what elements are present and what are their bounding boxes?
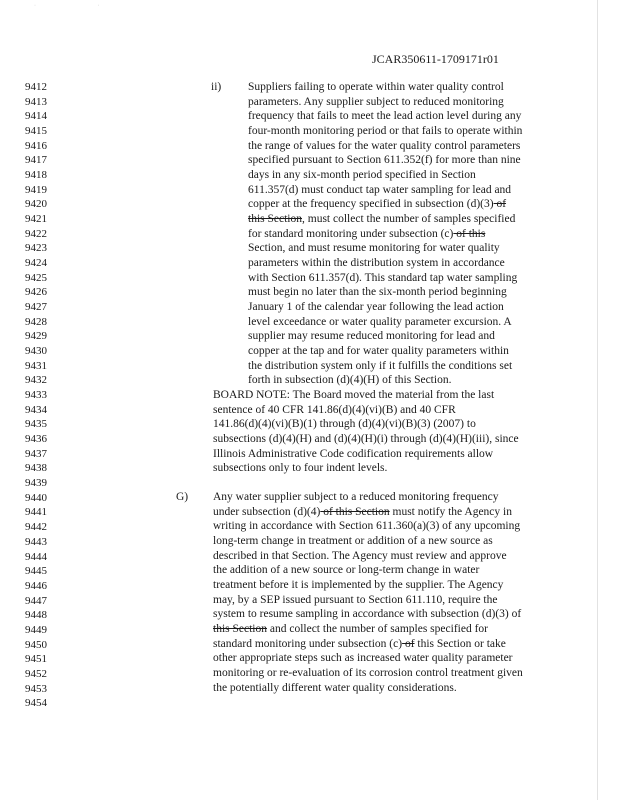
text-line-part: and collect the number of samples specified for xyxy=(267,623,488,636)
text-line xyxy=(248,212,522,227)
line-number: 9438 xyxy=(25,462,47,475)
text-line: monitoring or re-evaluation of its corrosion control treatment given xyxy=(213,667,523,680)
line-number: 9443 xyxy=(25,535,47,548)
line-number: 9435 xyxy=(25,418,47,431)
line-number: 9452 xyxy=(25,667,47,680)
line-number: 9440 xyxy=(25,491,47,504)
text-line: level exceedance or water quality parameter excursion. A xyxy=(248,315,512,328)
line-number: 9419 xyxy=(25,183,47,196)
line-number: 9434 xyxy=(25,403,47,416)
document-id: JCAR350611-1709171r01 xyxy=(372,52,499,66)
struck-text: of xyxy=(493,198,507,211)
text-line: Suppliers failing to operate within water quality control xyxy=(248,81,504,93)
text-line xyxy=(248,227,522,242)
text-line: the addition of a new source or long-term change in water xyxy=(213,564,480,577)
text-line xyxy=(248,197,522,212)
line-number: 9433 xyxy=(25,389,47,402)
text-line-part: this Section or take xyxy=(414,637,506,650)
text-line: forth in subsection (d)(4)(H) of this Section. xyxy=(248,374,452,387)
text-line: copper at the tap and for water quality parameters within xyxy=(248,345,509,358)
line-number: 9453 xyxy=(25,682,47,695)
text-line: may, by a SEP issued pursuant to Section 611.110, require the xyxy=(213,593,498,606)
text-line: four-month monitoring period or that fails to operate within xyxy=(248,125,523,138)
line-number: 9425 xyxy=(25,271,47,284)
line-number: 9415 xyxy=(25,125,47,138)
text-line: Section, and must resume monitoring for water quality xyxy=(248,242,500,255)
line-number: 9441 xyxy=(25,506,47,519)
struck-text: of this Section xyxy=(320,505,390,518)
line-number: 9454 xyxy=(25,697,47,710)
text-line: long-term change in treatment or addition of a new source as xyxy=(213,535,493,548)
line-number: 9412 xyxy=(25,81,47,93)
line-number: 9432 xyxy=(25,374,47,387)
text-line: parameters. Any supplier subject to reduced monitoring xyxy=(248,95,504,108)
text-line: parameters within the distribution system in accordance xyxy=(248,257,505,270)
text-line: sentence of 40 CFR 141.86(d)(4)(vi)(B) and 40 CFR xyxy=(213,403,456,416)
line-number: 9416 xyxy=(25,139,47,152)
text-line: Illinois Administrative Code codification requirements allow xyxy=(213,447,494,460)
text-line-part: must notify the Agency in xyxy=(389,505,512,518)
line-number: 9436 xyxy=(25,433,47,446)
line-number: 9426 xyxy=(25,286,47,299)
text-line: supplier may resume reduced monitoring for lead and xyxy=(248,330,495,343)
text-line: subsections only to four indent levels. xyxy=(213,462,388,475)
line-number: 9448 xyxy=(25,609,47,622)
text-line: treatment before it is implemented by the supplier. The Agency xyxy=(213,579,504,592)
text-line: described in that Section. The Agency must review and approve xyxy=(213,549,507,562)
line-number-column xyxy=(25,80,65,711)
struck-text: this Section xyxy=(213,623,267,636)
text-line-part: for standard monitoring under subsection (c) xyxy=(248,227,454,240)
text-line xyxy=(213,622,523,637)
line-number: 9424 xyxy=(25,257,47,270)
line-number: 9439 xyxy=(25,477,47,490)
scan-edge xyxy=(597,0,598,800)
subsection-ii-text xyxy=(248,80,522,388)
text-line: subsections (d)(4)(H) and (d)(4)(H)(i) through (d)(4)(H)(iii), since xyxy=(213,433,519,446)
text-line: BOARD NOTE: The Board moved the material from the last xyxy=(213,389,495,401)
struck-text: of xyxy=(402,637,415,650)
text-line: 611.357(d) must conduct tap water sampling for lead and xyxy=(248,183,512,196)
line-number: 9429 xyxy=(25,330,47,343)
text-line-part: under subsection (d)(4) xyxy=(213,505,321,518)
line-number: 9450 xyxy=(25,638,47,651)
text-line: with Section 611.357(d). This standard tap water sampling xyxy=(248,271,518,284)
line-number: 9418 xyxy=(25,169,47,182)
line-number: 9417 xyxy=(25,154,47,167)
subsection-g-text xyxy=(213,490,523,695)
line-number: 9446 xyxy=(25,579,47,592)
line-number: 9445 xyxy=(25,565,47,578)
text-line: frequency that fails to meet the lead action level during any xyxy=(248,110,522,123)
line-number: 9430 xyxy=(25,345,47,358)
struck-text: of this xyxy=(453,227,486,240)
line-number: 9449 xyxy=(25,623,47,636)
line-number: 9442 xyxy=(25,521,47,534)
text-line: Any water supplier subject to a reduced monitoring frequency xyxy=(213,491,499,503)
line-number: 9413 xyxy=(25,95,47,108)
board-note xyxy=(213,388,519,476)
text-line: writing in accordance with Section 611.360(a)(3) of any upcoming xyxy=(213,520,521,533)
subsection-g-marker: G) xyxy=(176,491,189,503)
line-number: 9414 xyxy=(25,110,47,123)
text-line-part: copper at the frequency specified in subsection (d)(3) xyxy=(248,198,494,211)
line-number: 9420 xyxy=(25,198,47,211)
text-line: the potentially different water quality considerations. xyxy=(213,681,457,694)
line-number: 9447 xyxy=(25,594,47,607)
line-number: 9451 xyxy=(25,653,47,666)
text-line: January 1 of the calendar year following the lead action xyxy=(248,301,504,314)
struck-text: this Section xyxy=(248,213,302,226)
text-line: 141.86(d)(4)(vi)(B)(1) through (d)(4)(vi)(B)(3) (2007) to xyxy=(213,418,476,431)
line-number: 9422 xyxy=(25,227,47,240)
text-line-part: , must collect the number of samples specified xyxy=(302,213,516,226)
line-number: 9444 xyxy=(25,550,47,563)
text-line xyxy=(213,505,523,520)
text-line: the range of values for the water quality control parameters xyxy=(248,139,521,152)
text-line xyxy=(213,637,523,652)
line-number: 9423 xyxy=(25,242,47,255)
text-line: other appropriate steps such as increased water quality parameter xyxy=(213,652,513,665)
subsection-ii-marker: ii) xyxy=(211,81,222,93)
scan-specks: · · xyxy=(34,3,130,9)
text-line: the distribution system only if it fulfills the conditions set xyxy=(248,359,513,372)
text-line: days in any six-month period specified in Section xyxy=(248,169,476,182)
text-line: specified pursuant to Section 611.352(f) for more than nine xyxy=(248,154,521,167)
line-number: 9437 xyxy=(25,447,47,460)
line-number: 9421 xyxy=(25,213,47,226)
line-number: 9431 xyxy=(25,359,47,372)
text-line: must begin no later than the six-month period beginning xyxy=(248,286,507,299)
text-line: system to resume sampling in accordance with subsection (d)(3) of xyxy=(213,608,522,621)
line-number: 9427 xyxy=(25,301,47,314)
text-line-part: standard monitoring under subsection (c) xyxy=(213,637,403,650)
line-number: 9428 xyxy=(25,315,47,328)
